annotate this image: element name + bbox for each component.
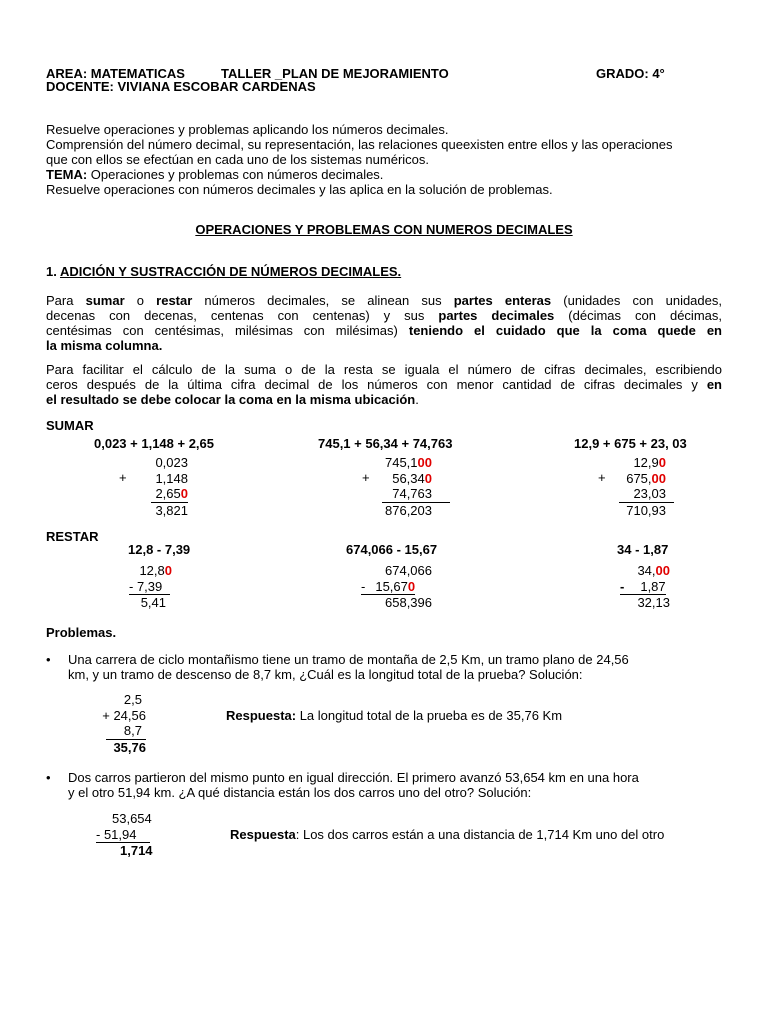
minus-sign: - <box>361 578 366 594</box>
intro-line: Resuelve operaciones con números decimales y las aplica en la solución de problemas. <box>46 182 553 197</box>
intro-block <box>46 122 722 197</box>
operand-last <box>151 486 188 503</box>
result: 710,93 <box>626 502 666 518</box>
result: 35,76 <box>113 739 146 755</box>
text-bold: sumar <box>85 293 125 308</box>
section-title: ADICIÓN Y SUSTRACCIÓN DE NÚMEROS DECIMALES. <box>59 264 402 279</box>
operand: + 24,56 <box>102 707 146 723</box>
added-zero: 00 <box>651 470 666 486</box>
text-bold: partes enteras <box>453 293 552 308</box>
restar-ex1-title: 12,8 - 7,39 <box>128 542 191 557</box>
section-number: 1. <box>46 264 60 279</box>
restar-ex2-title: 674,066 - 15,67 <box>346 542 438 557</box>
digits: 34, <box>637 563 656 578</box>
minus-sign: - <box>620 578 625 594</box>
tema-label: TEMA: <box>46 167 88 182</box>
intro-tema <box>46 167 722 182</box>
operand-last <box>361 579 415 596</box>
added-zero: 0 <box>407 578 416 594</box>
operand-last: 74,763 <box>382 486 450 503</box>
paragraph-alignment <box>46 293 722 353</box>
problem-1-text <box>68 652 629 682</box>
digits: 15,67 <box>375 578 408 594</box>
paragraph-line <box>46 293 722 308</box>
bullet-icon: • <box>46 652 51 667</box>
sumar-ex1-title: 0,023 + 1,148 + 2,65 <box>94 436 214 451</box>
added-zero: 0 <box>658 455 666 470</box>
operand-last <box>620 579 666 596</box>
problem-2-operation <box>96 811 160 859</box>
paragraph-line: Para facilitar el cálculo de la suma o de la resta se iguala el número de cifras decimales, escribiendo <box>46 362 722 377</box>
text-bold: partes decimales <box>438 308 555 323</box>
text: decenas con decenas, centenas con centenas) y sus <box>46 308 439 323</box>
digits: 56,34 <box>392 470 425 486</box>
text: (décimas con décimas, <box>554 308 722 323</box>
problem-2-answer <box>230 827 664 842</box>
operand-last: - 7,39 <box>129 579 170 596</box>
operand: 2,5 <box>123 692 142 707</box>
result: 5,41 <box>140 595 166 610</box>
header-grado: GRADO: 4° <box>596 66 665 81</box>
operand <box>610 455 666 471</box>
operand: 0,023 <box>155 455 188 470</box>
text-bold: en <box>706 377 722 392</box>
paragraph-line <box>46 392 722 407</box>
section-heading <box>46 264 401 279</box>
added-zero: 0 <box>164 563 172 578</box>
answer-text: La longitud total de la prueba es de 35,76 Km <box>296 708 563 723</box>
problem-1-operation <box>90 692 146 755</box>
result: 876,203 <box>385 502 432 518</box>
digits: 12,8 <box>139 563 165 578</box>
operand: 1,148 <box>155 470 188 486</box>
text: . <box>415 392 419 407</box>
bullet-icon: • <box>46 770 51 785</box>
operand <box>360 455 432 471</box>
problem-line: km, y un tramo de descenso de 8,7 km, ¿Cuál es la longitud total de la prueba? Solución: <box>68 667 583 682</box>
added-zero: 0 <box>424 470 432 486</box>
main-title: OPERACIONES Y PROBLEMAS CON NUMEROS DECIMALES <box>195 222 573 237</box>
digits: 12,9 <box>633 455 659 470</box>
paragraph-line <box>46 308 722 323</box>
problem-line: y el otro 51,94 km. ¿A qué distancia están los dos carros uno del otro? Solución: <box>68 785 532 800</box>
result: 658,396 <box>385 595 432 610</box>
paragraph-line: la misma columna. <box>46 338 163 353</box>
text-bold: restar <box>156 293 193 308</box>
problem-1-answer <box>226 708 562 723</box>
header-docente: DOCENTE: VIVIANA ESCOBAR CARDENAS <box>46 79 316 94</box>
header-area: AREA: MATEMATICAS <box>46 66 185 81</box>
operand-last: 23,03 <box>619 486 674 503</box>
added-zero: 00 <box>417 455 432 470</box>
digits: 2,65 <box>155 486 181 501</box>
sumar-label: SUMAR <box>46 418 94 433</box>
sumar-ex3-operation <box>610 455 666 518</box>
plus-sign: + <box>119 470 127 485</box>
digits: 675, <box>626 470 652 486</box>
text: Para <box>46 293 86 308</box>
operand: 674,066 <box>385 563 432 578</box>
answer-label: Respuesta <box>230 827 296 842</box>
text: o <box>124 293 157 308</box>
result: 32,13 <box>637 595 670 610</box>
restar-ex3-title: 34 - 1,87 <box>617 542 669 557</box>
problem-2-text <box>68 770 639 800</box>
paragraph-line <box>46 323 722 338</box>
plus-sign: + <box>598 470 606 485</box>
tema-text: Operaciones y problemas con números decimales. <box>87 167 384 182</box>
answer-text: : Los dos carros están a una distancia de 1,714 Km uno del otro <box>295 827 665 842</box>
sumar-ex2-operation <box>360 455 432 518</box>
sumar-ex1-operation <box>140 455 188 518</box>
text-bold: teniendo el cuidado que la coma quede en <box>408 323 722 338</box>
header-taller: TALLER _PLAN DE MEJORAMIENTO <box>221 66 449 81</box>
restar-ex2-operation <box>360 563 432 611</box>
sumar-ex3-title: 12,9 + 675 + 23, 03 <box>574 436 687 451</box>
operand <box>614 563 670 579</box>
result: 3,821 <box>155 502 188 518</box>
sumar-ex2-title: 745,1 + 56,34 + 74,763 <box>318 436 453 451</box>
problems-label: Problemas. <box>46 625 117 640</box>
text: ceros después de la última cifra decimal de los números con menor cantidad de cifras decimales y <box>46 377 707 392</box>
operand <box>120 563 172 579</box>
plus-sign: + <box>362 470 370 485</box>
operand-last: - 51,94 <box>96 827 150 844</box>
result: 1,714 <box>120 843 153 858</box>
operand <box>610 471 666 487</box>
text: centésimas con centésimas, milésimas con milésimas) <box>46 323 409 338</box>
digits: 1,87 <box>640 578 666 594</box>
restar-ex3-operation <box>614 563 670 611</box>
operand-last: 8,7 <box>106 723 146 740</box>
paragraph-line <box>46 377 722 392</box>
operand: 53,654 <box>112 811 152 826</box>
added-zero: 00 <box>655 563 670 578</box>
restar-ex1-operation <box>120 563 172 611</box>
paragraph-tip <box>46 362 722 407</box>
intro-line: Comprensión del número decimal, su representación, las relaciones queexisten entre ellos y las operaciones <box>46 137 673 152</box>
intro-line: que con ellos se efectúan en cada uno de los sistemas numéricos. <box>46 152 430 167</box>
answer-label: Respuesta: <box>226 708 297 723</box>
text-bold: el resultado se debe colocar la coma en la misma ubicación <box>46 392 416 407</box>
digits: 745,1 <box>384 455 418 470</box>
problem-line: Dos carros partieron del mismo punto en igual dirección. El primero avanzó 53,654 km en una hora <box>68 770 639 785</box>
added-zero: 0 <box>180 486 188 501</box>
text: números decimales, se alinean sus <box>192 293 454 308</box>
problem-line: Una carrera de ciclo montañismo tiene un tramo de montaña de 2,5 Km, un tramo plano de 24,56 <box>68 652 629 667</box>
text: (unidades con unidades, <box>551 293 722 308</box>
intro-line: Resuelve operaciones y problemas aplicando los números decimales. <box>46 122 449 137</box>
operand <box>360 471 432 487</box>
restar-label: RESTAR <box>46 529 99 544</box>
